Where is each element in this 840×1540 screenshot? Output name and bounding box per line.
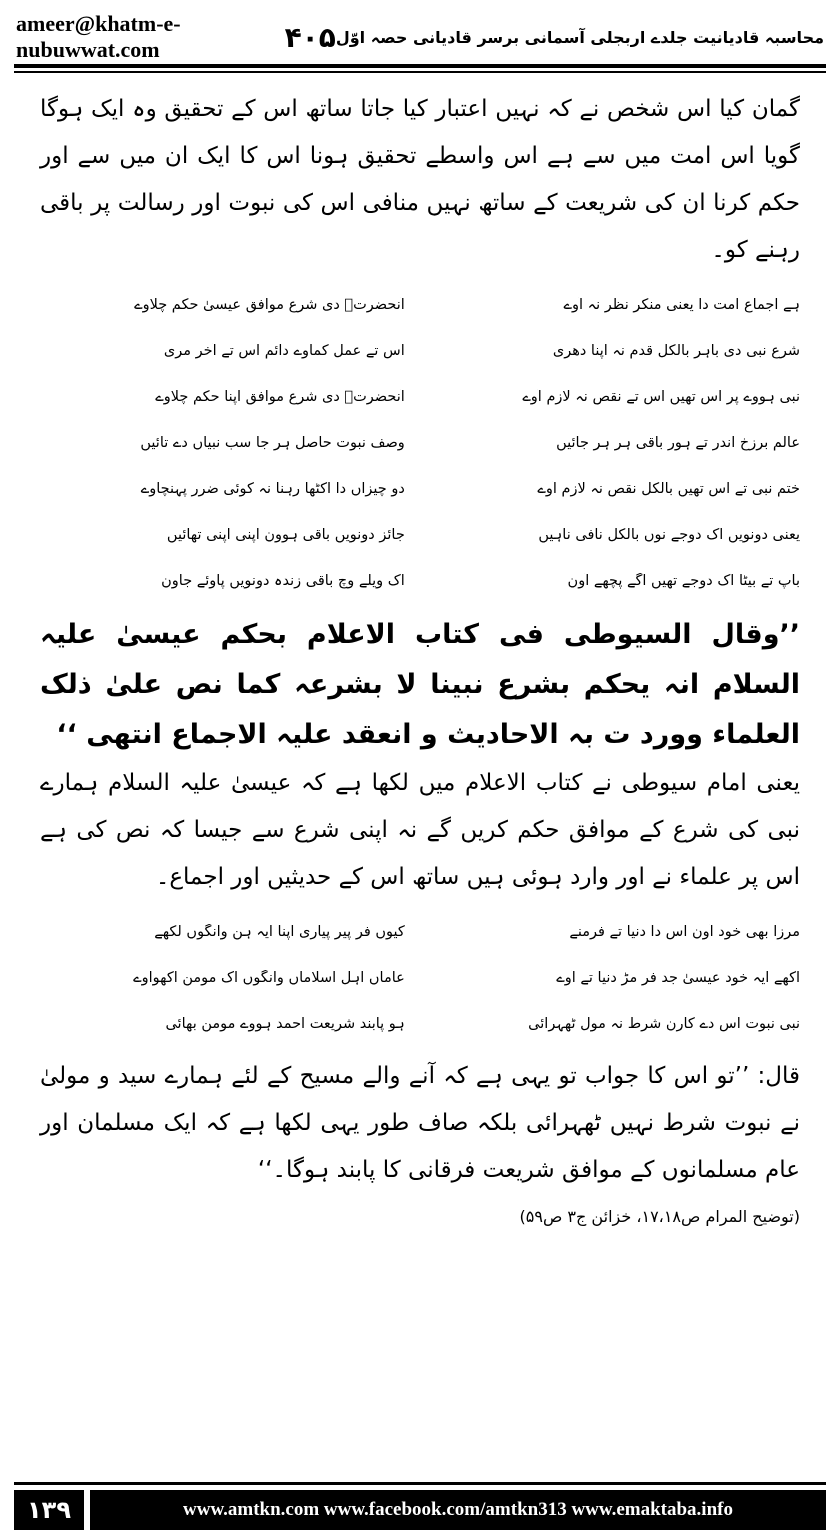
verse-row (40, 1001, 800, 1047)
verse-hemistich-b: عاماں اہل اسلاماں وانگوں اک مومن اکھواوے (133, 970, 405, 986)
verse-row (40, 466, 800, 512)
verse-row (40, 512, 800, 558)
verse-hemistich-a: شرع نبی دی باہر بالکل قدم نہ اپنا دھری (552, 343, 800, 359)
verse-hemistich-b: ہو پابند شریعت احمد ہووے مومن بھائی (165, 1016, 405, 1032)
footer-rule (14, 1482, 826, 1485)
verse-hemistich-a: باپ تے بیٹا اک دوجے تھیں اگے پچھے آون (567, 573, 800, 589)
verse-block-2 (40, 909, 800, 1047)
verse-hemistich-b: اس تے عمل کماوے دائم اس تے آخر مری (163, 343, 405, 359)
paragraph-2: یعنی امام سیوطی نے کتاب الاعلام میں لکھا ہے کہ عیسیٰ علیہ السلام ہمارے نبی کی شرع کے موافق حکم کریں گے نہ اپنی شرع سے جیسا کہ نص کی ہے اس پر علماء نے اور وارد ہوئی ہیں ساتھ اس کے حدیثیں اور اجماع۔ (40, 770, 800, 890)
verse-hemistich-b: جائز دونویں باقی ہوون اپنی اپنی تھائیں (166, 527, 405, 543)
verse-hemistich-a: مرزا بھی خود آون اس دا دنیا تے فرمنے (569, 924, 800, 940)
verse-hemistich-a: عالم برزخ اندر تے ہور باقی ہر ہر جائیں (556, 435, 800, 451)
arabic-quote: ’’وقال السیوطی فی کتاب الاعلام بحکم عیسیٰ علیہ السلام انہ یحکم بشرع نبینا لا بشرعہ کما نص علیٰ ذلک العلماء وورد ت بہ الاحادیث و انعقد علیہ الاجماع انتھی ‘‘ (40, 619, 800, 750)
footer-page-number: ۱۳۹ (14, 1490, 84, 1530)
verse-hemistich-a: نبی نبوت اس دے کارن شرط نہ مول ٹھہرائی (528, 1016, 800, 1032)
header-left (16, 11, 336, 63)
verse-hemistich-a: نبی ہووے پر اس تھیں اس تے نقص نہ لازم آوے (522, 389, 800, 405)
verse-hemistich-b: آنحضرتؐ دی شرع موافق عیسیٰ حکم چلاوے (134, 297, 405, 313)
page-footer (14, 1490, 826, 1530)
verse-hemistich-b: اک ویلے وچ باقی زندہ دونویں پاوئے جاون (161, 573, 405, 589)
verse-hemistich-b: کیوں فر پیر پیاری اپنا ایہ ہن وانگوں لکھے (154, 924, 405, 940)
verse-hemistich-a: ہے اجماع امت دا یعنی منکر نظر نہ آوے (563, 297, 800, 313)
verse-hemistich-b: وصف نبوت حاصل ہر جا سب نبیاں دے تائیں (140, 435, 405, 451)
verse-hemistich-b: آنحضرتؐ دی شرع موافق اپنا حکم چلاوے (155, 389, 405, 405)
page-content (40, 86, 800, 1232)
verse-row (40, 374, 800, 420)
header-rule-thick (14, 64, 826, 68)
paragraph-1: گمان کیا اس شخص نے کہ نہیں اعتبار کیا جاتا ساتھ اس کے تحقیق وہ ایک ہوگا گویا اس امت میں سے ہے اس واسطے تحقیق ہونا اس کا ایک ان میں سے اور حکم کرنا ان کی شریعت کے ساتھ نہیں منافی اس کی نبوت اور رسالت پر باقی رہنے کو۔ (40, 96, 800, 263)
verse-row (40, 909, 800, 955)
paragraph-3: قال: ’’تو اس کا جواب تو یہی ہے کہ آنے والے مسیح کے لئے ہمارے سید و مولیٰ نے نبوت شرط نہیں ٹھہرائی بلکہ صاف طور یہی لکھا ہے کہ ایک مسلمان اور عام مسلمانوں کے موافق شریعت فرقانی کا پابند ہوگا۔‘‘ (40, 1063, 800, 1183)
footer-links: www.amtkn.com www.facebook.com/amtkn313 www.emaktaba.info (90, 1490, 826, 1530)
header-page-number: ۴۰۵ (284, 20, 336, 54)
verse-row (40, 282, 800, 328)
page-header (16, 11, 824, 62)
verse-hemistich-a: یعنی دونویں اک دوجے نوں بالکل نافی ناہیں (538, 527, 800, 543)
header-email: ameer@khatm-e-nubuwwat.com (16, 11, 181, 62)
verse-row (40, 558, 800, 604)
verse-block-1 (40, 282, 800, 604)
verse-row (40, 420, 800, 466)
citation: (توضیح المرام ص۱۷،۱۸، خزائن ج۳ ص۵۹) (519, 1207, 800, 1226)
verse-hemistich-a: آکھے ایہ خود عیسیٰ جد فر مڑ دنیا تے آوے (556, 970, 800, 986)
verse-hemistich-a: ختم نبی تے اس تھیں بالکل نقص نہ لازم آوے (537, 481, 800, 497)
verse-row (40, 955, 800, 1001)
book-title: محاسبہ قادیانیت جلدے اربجلی آسمانی برسر قادیانی حصہ اوّل (335, 27, 824, 47)
verse-row (40, 328, 800, 374)
verse-hemistich-b: دو چیزاں دا اکٹھا رہنا نہ کوئی ضرر پہنچاوے (140, 481, 405, 497)
header-rule-thin (14, 71, 826, 73)
